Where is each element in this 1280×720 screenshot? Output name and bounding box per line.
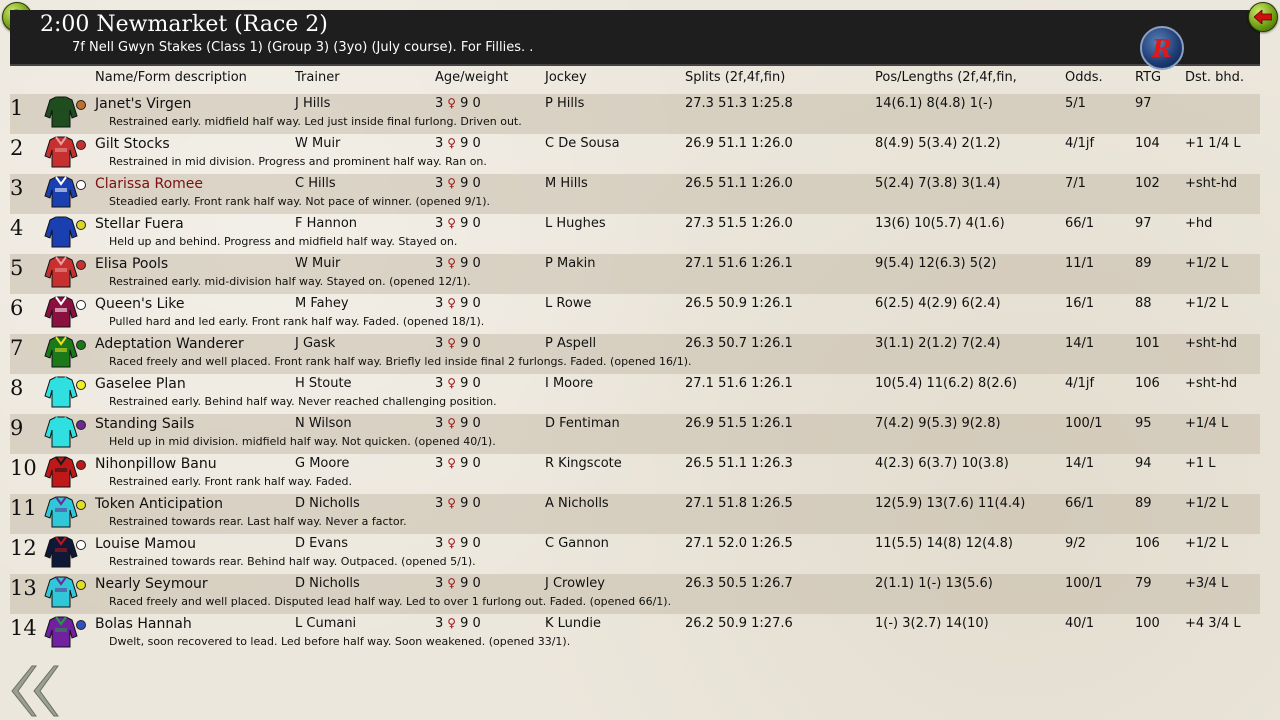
column-headers xyxy=(0,70,1280,90)
rating-value: 106 xyxy=(1135,536,1160,551)
filly-sex-icon: ♀ xyxy=(447,336,457,350)
distance-behind: +1/4 L xyxy=(1185,416,1229,431)
table-row[interactable] xyxy=(10,614,1260,654)
filly-sex-icon: ♀ xyxy=(447,96,457,110)
jockey-cap-icon xyxy=(76,220,86,230)
odds-value: 14/1 xyxy=(1065,456,1095,471)
finish-position: 10 xyxy=(10,456,37,480)
jockey-silks-icon xyxy=(44,176,78,208)
split-times: 26.3 50.5 1:26.7 xyxy=(685,576,793,591)
race-header xyxy=(10,10,1260,66)
jockey-silks-icon xyxy=(44,256,78,288)
jockey-cap-icon xyxy=(76,540,86,550)
horse-age: 3 xyxy=(435,136,444,151)
form-description: Restrained early. Front rank half way. Faded. xyxy=(109,475,353,488)
horse-age: 3 xyxy=(435,416,444,431)
position-lengths: 11(5.5) 14(8) 12(4.8) xyxy=(875,536,1013,551)
jockey-silks-icon xyxy=(44,96,78,128)
distance-behind: +hd xyxy=(1185,216,1213,231)
rating-value: 89 xyxy=(1135,496,1152,511)
table-row[interactable] xyxy=(10,94,1260,134)
form-description: Dwelt, soon recovered to lead. Led before half way. Soon weakened. (opened 33/1). xyxy=(109,635,571,648)
horse-weight: 9 0 xyxy=(460,496,481,511)
horse-name[interactable]: Nihonpillow Banu xyxy=(95,456,217,472)
rating-value: 89 xyxy=(1135,256,1152,271)
table-row[interactable] xyxy=(10,214,1260,254)
odds-value: 100/1 xyxy=(1065,576,1103,591)
horse-name[interactable]: Gaselee Plan xyxy=(95,376,186,392)
jockey-name[interactable]: M Hills xyxy=(545,176,588,191)
form-description: Steadied early. Front rank half way. Not pace of winner. (opened 9/1). xyxy=(109,195,490,208)
split-times: 26.9 51.5 1:26.1 xyxy=(685,416,793,431)
filly-sex-icon: ♀ xyxy=(447,136,457,150)
trainer-name[interactable]: L Cumani xyxy=(295,616,357,631)
table-row[interactable] xyxy=(10,254,1260,294)
jockey-silks-icon xyxy=(44,416,78,448)
horse-weight: 9 0 xyxy=(460,296,481,311)
jockey-name[interactable]: C De Sousa xyxy=(545,136,620,151)
finish-position: 13 xyxy=(10,576,37,600)
jockey-name[interactable]: K Lundie xyxy=(545,616,602,631)
col-rtg: RTG xyxy=(1135,70,1162,85)
position-lengths: 6(2.5) 4(2.9) 6(2.4) xyxy=(875,296,1001,311)
form-description: Restrained early. Behind half way. Never reached challenging position. xyxy=(109,395,497,408)
col-trainer: Trainer xyxy=(295,70,340,85)
horse-name[interactable]: Gilt Stocks xyxy=(95,136,170,152)
jockey-name[interactable]: J Crowley xyxy=(545,576,605,591)
odds-value: 9/2 xyxy=(1065,536,1086,551)
table-row[interactable] xyxy=(10,494,1260,534)
jockey-name[interactable]: L Hughes xyxy=(545,216,606,231)
position-lengths: 10(5.4) 11(6.2) 8(2.6) xyxy=(875,376,1018,391)
back-arrow-button[interactable] xyxy=(1248,2,1278,32)
finish-position: 11 xyxy=(10,496,37,520)
horse-name[interactable]: Clarissa Romee xyxy=(95,176,204,192)
age-weight xyxy=(435,96,481,111)
position-lengths: 12(5.9) 13(7.6) 11(4.4) xyxy=(875,496,1026,511)
horse-age: 3 xyxy=(435,536,444,551)
horse-name[interactable]: Bolas Hannah xyxy=(95,616,192,632)
rating-value: 79 xyxy=(1135,576,1152,591)
age-weight xyxy=(435,456,481,471)
jockey-silks-icon xyxy=(44,456,78,488)
horse-age: 3 xyxy=(435,616,444,631)
horse-age: 3 xyxy=(435,456,444,471)
filly-sex-icon: ♀ xyxy=(447,416,457,430)
split-times: 27.1 51.6 1:26.1 xyxy=(685,376,793,391)
left-arrow-icon xyxy=(1254,10,1272,24)
jockey-cap-icon xyxy=(76,620,86,630)
odds-value: 66/1 xyxy=(1065,216,1095,231)
finish-position: 8 xyxy=(10,376,24,400)
distance-behind: +1/2 L xyxy=(1185,496,1229,511)
position-lengths: 8(4.9) 5(3.4) 2(1.2) xyxy=(875,136,1001,151)
trainer-name[interactable]: J Gask xyxy=(295,336,336,351)
horse-weight: 9 0 xyxy=(460,176,481,191)
position-lengths: 7(4.2) 9(5.3) 9(2.8) xyxy=(875,416,1001,431)
jockey-cap-icon xyxy=(76,420,86,430)
odds-value: 11/1 xyxy=(1065,256,1095,271)
distance-behind: +sht-hd xyxy=(1185,376,1238,391)
age-weight xyxy=(435,496,481,511)
jockey-name[interactable]: P Hills xyxy=(545,96,585,111)
trainer-name[interactable]: C Hills xyxy=(295,176,336,191)
trainer-name[interactable]: D Nicholls xyxy=(295,496,360,511)
position-lengths: 3(1.1) 2(1.2) 7(2.4) xyxy=(875,336,1001,351)
race-subtitle: 7f Nell Gwyn Stakes (Class 1) (Group 3) (3yo) (July course). For Fillies. . xyxy=(72,40,534,55)
split-times: 27.1 51.6 1:26.1 xyxy=(685,256,793,271)
rating-value: 102 xyxy=(1135,176,1160,191)
horse-name[interactable]: Elisa Pools xyxy=(95,256,169,272)
split-times: 27.1 52.0 1:26.5 xyxy=(685,536,793,551)
jockey-silks-icon xyxy=(44,216,78,248)
table-row[interactable] xyxy=(10,174,1260,214)
trainer-name[interactable]: G Moore xyxy=(295,456,350,471)
odds-value: 100/1 xyxy=(1065,416,1103,431)
position-lengths: 2(1.1) 1(-) 13(5.6) xyxy=(875,576,993,591)
r-logo-icon: R xyxy=(1152,33,1172,63)
trainer-name[interactable]: D Nicholls xyxy=(295,576,360,591)
jockey-silks-icon xyxy=(44,376,78,408)
trainer-name[interactable]: W Muir xyxy=(295,256,341,271)
odds-value: 14/1 xyxy=(1065,336,1095,351)
age-weight xyxy=(435,136,481,151)
table-row[interactable] xyxy=(10,134,1260,174)
col-pos-lengths: Pos/Lengths (2f,4f,fin, xyxy=(875,70,1017,85)
age-weight xyxy=(435,536,481,551)
form-description: Held up and behind. Progress and midfield half way. Stayed on. xyxy=(109,235,458,248)
position-lengths: 13(6) 10(5.7) 4(1.6) xyxy=(875,216,1005,231)
horse-age: 3 xyxy=(435,496,444,511)
rating-value: 94 xyxy=(1135,456,1152,471)
position-lengths: 1(-) 3(2.7) 14(10) xyxy=(875,616,989,631)
horse-name[interactable]: Queen's Like xyxy=(95,296,185,312)
filly-sex-icon: ♀ xyxy=(447,616,457,630)
jockey-silks-icon xyxy=(44,576,78,608)
filly-sex-icon: ♀ xyxy=(447,216,457,230)
jockey-cap-icon xyxy=(76,180,86,190)
col-name: Name/Form description xyxy=(95,70,247,85)
odds-value: 5/1 xyxy=(1065,96,1086,111)
split-times: 27.3 51.3 1:25.8 xyxy=(685,96,793,111)
age-weight xyxy=(435,216,481,231)
filly-sex-icon: ♀ xyxy=(447,256,457,270)
distance-behind: +3/4 L xyxy=(1185,576,1229,591)
age-weight xyxy=(435,576,481,591)
split-times: 26.5 51.1 1:26.0 xyxy=(685,176,793,191)
jockey-cap-icon xyxy=(76,580,86,590)
horse-age: 3 xyxy=(435,376,444,391)
odds-value: 40/1 xyxy=(1065,616,1095,631)
horse-name[interactable]: Nearly Seymour xyxy=(95,576,208,592)
jockey-cap-icon xyxy=(76,340,86,350)
split-times: 27.1 51.8 1:26.5 xyxy=(685,496,793,511)
finish-position: 4 xyxy=(10,216,24,240)
rating-value: 97 xyxy=(1135,96,1152,111)
distance-behind: +1 L xyxy=(1185,456,1216,471)
form-description: Raced freely and well placed. Disputed lead half way. Led to over 1 furlong out. Faded. (opened 66/1). xyxy=(109,595,672,608)
col-odds: Odds. xyxy=(1065,70,1103,85)
jockey-silks-icon xyxy=(44,136,78,168)
col-splits: Splits (2f,4f,fin) xyxy=(685,70,786,85)
split-times: 26.2 50.9 1:27.6 xyxy=(685,616,793,631)
form-description: Held up in mid division. midfield half way. Not quicken. (opened 40/1). xyxy=(109,435,496,448)
table-row[interactable] xyxy=(10,574,1260,614)
jockey-name[interactable]: R Kingscote xyxy=(545,456,622,471)
trainer-name[interactable]: J Hills xyxy=(295,96,331,111)
horse-age: 3 xyxy=(435,216,444,231)
odds-value: 16/1 xyxy=(1065,296,1095,311)
rating-value: 88 xyxy=(1135,296,1152,311)
finish-position: 9 xyxy=(10,416,24,440)
trainer-name[interactable]: F Hannon xyxy=(295,216,358,231)
split-times: 26.5 50.9 1:26.1 xyxy=(685,296,793,311)
filly-sex-icon: ♀ xyxy=(447,376,457,390)
split-times: 26.5 51.1 1:26.3 xyxy=(685,456,793,471)
age-weight xyxy=(435,616,481,631)
jockey-silks-icon xyxy=(44,616,78,648)
trainer-name[interactable]: N Wilson xyxy=(295,416,352,431)
table-row[interactable] xyxy=(10,374,1260,414)
jockey-name[interactable]: D Fentiman xyxy=(545,416,620,431)
col-age-weight: Age/weight xyxy=(435,70,509,85)
horse-weight: 9 0 xyxy=(460,136,481,151)
horse-age: 3 xyxy=(435,336,444,351)
form-description: Restrained early. midfield half way. Led just inside final furlong. Driven out. xyxy=(109,115,522,128)
age-weight xyxy=(435,176,481,191)
form-description: Restrained towards rear. Behind half way. Outpaced. (opened 5/1). xyxy=(109,555,476,568)
rating-value: 97 xyxy=(1135,216,1152,231)
horse-name[interactable]: Standing Sails xyxy=(95,416,195,432)
rating-value: 104 xyxy=(1135,136,1160,151)
form-description: Pulled hard and led early. Front rank half way. Faded. (opened 18/1). xyxy=(109,315,485,328)
rating-value: 106 xyxy=(1135,376,1160,391)
jockey-cap-icon xyxy=(76,460,86,470)
jockey-name[interactable]: C Gannon xyxy=(545,536,609,551)
horse-name[interactable]: Token Anticipation xyxy=(95,496,223,512)
finish-position: 14 xyxy=(10,616,37,640)
distance-behind: +sht-hd xyxy=(1185,336,1238,351)
horse-weight: 9 0 xyxy=(460,96,481,111)
position-lengths: 14(6.1) 8(4.8) 1(-) xyxy=(875,96,993,111)
jockey-silks-icon xyxy=(44,496,78,528)
jockey-cap-icon xyxy=(76,140,86,150)
distance-behind: +1/2 L xyxy=(1185,296,1229,311)
horse-age: 3 xyxy=(435,576,444,591)
finish-position: 3 xyxy=(10,176,24,200)
form-description: Raced freely and well placed. Front rank half way. Briefly led inside final 2 furlongs. Faded. (opened 16/1). xyxy=(109,355,692,368)
rating-value: 95 xyxy=(1135,416,1152,431)
filly-sex-icon: ♀ xyxy=(447,496,457,510)
filly-sex-icon: ♀ xyxy=(447,536,457,550)
horse-name[interactable]: Janet's Virgen xyxy=(95,96,192,112)
horse-weight: 9 0 xyxy=(460,376,481,391)
table-row[interactable] xyxy=(10,294,1260,334)
table-row[interactable] xyxy=(10,534,1260,574)
form-description: Restrained towards rear. Last half way. Never a factor. xyxy=(109,515,407,528)
distance-behind: +4 3/4 L xyxy=(1185,616,1241,631)
finish-position: 1 xyxy=(10,96,24,120)
horse-weight: 9 0 xyxy=(460,576,481,591)
age-weight xyxy=(435,376,481,391)
split-times: 26.9 51.1 1:26.0 xyxy=(685,136,793,151)
finish-position: 2 xyxy=(10,136,24,160)
form-description: Restrained early. mid-division half way. Stayed on. (opened 12/1). xyxy=(109,275,471,288)
jockey-name[interactable]: P Aspell xyxy=(545,336,597,351)
jockey-name[interactable]: I Moore xyxy=(545,376,594,391)
filly-sex-icon: ♀ xyxy=(447,456,457,470)
jockey-silks-icon xyxy=(44,336,78,368)
split-times: 27.3 51.5 1:26.0 xyxy=(685,216,793,231)
results-table xyxy=(10,94,1260,654)
finish-position: 6 xyxy=(10,296,24,320)
horse-name[interactable]: Adeptation Wanderer xyxy=(95,336,244,352)
odds-value: 7/1 xyxy=(1065,176,1086,191)
jockey-silks-icon xyxy=(44,296,78,328)
odds-value: 4/1jf xyxy=(1065,136,1095,151)
jockey-name[interactable]: P Makin xyxy=(545,256,596,271)
horse-weight: 9 0 xyxy=(460,536,481,551)
odds-value: 4/1jf xyxy=(1065,376,1095,391)
distance-behind: +1/2 L xyxy=(1185,536,1229,551)
horse-name[interactable]: Louise Mamou xyxy=(95,536,196,552)
finish-position: 7 xyxy=(10,336,24,360)
horse-name[interactable]: Stellar Fuera xyxy=(95,216,184,232)
horse-weight: 9 0 xyxy=(460,336,481,351)
game-logo-button[interactable] xyxy=(1140,26,1184,70)
previous-page-icon[interactable] xyxy=(8,664,62,718)
horse-age: 3 xyxy=(435,296,444,311)
jockey-cap-icon xyxy=(76,380,86,390)
horse-age: 3 xyxy=(435,96,444,111)
filly-sex-icon: ♀ xyxy=(447,576,457,590)
jockey-silks-icon xyxy=(44,536,78,568)
horse-weight: 9 0 xyxy=(460,416,481,431)
odds-value: 66/1 xyxy=(1065,496,1095,511)
jockey-cap-icon xyxy=(76,500,86,510)
trainer-name[interactable]: M Fahey xyxy=(295,296,349,311)
table-row[interactable] xyxy=(10,414,1260,454)
position-lengths: 4(2.3) 6(3.7) 10(3.8) xyxy=(875,456,1009,471)
age-weight xyxy=(435,256,481,271)
col-dst: Dst. bhd. xyxy=(1185,70,1245,85)
horse-weight: 9 0 xyxy=(460,616,481,631)
horse-weight: 9 0 xyxy=(460,216,481,231)
col-jockey: Jockey xyxy=(545,70,587,85)
horse-weight: 9 0 xyxy=(460,256,481,271)
age-weight xyxy=(435,336,481,351)
distance-behind: +1/2 L xyxy=(1185,256,1229,271)
age-weight xyxy=(435,416,481,431)
jockey-name[interactable]: A Nicholls xyxy=(545,496,609,511)
horse-weight: 9 0 xyxy=(460,456,481,471)
split-times: 26.3 50.7 1:26.1 xyxy=(685,336,793,351)
position-lengths: 9(5.4) 12(6.3) 5(2) xyxy=(875,256,997,271)
horse-age: 3 xyxy=(435,256,444,271)
age-weight xyxy=(435,296,481,311)
rating-value: 100 xyxy=(1135,616,1160,631)
page-title: 2:00 Newmarket (Race 2) xyxy=(40,12,328,37)
trainer-name[interactable]: H Stoute xyxy=(295,376,352,391)
table-row[interactable] xyxy=(10,334,1260,374)
finish-position: 12 xyxy=(10,536,37,560)
finish-position: 5 xyxy=(10,256,24,280)
trainer-name[interactable]: D Evans xyxy=(295,536,349,551)
rating-value: 101 xyxy=(1135,336,1160,351)
horse-age: 3 xyxy=(435,176,444,191)
distance-behind: +sht-hd xyxy=(1185,176,1238,191)
filly-sex-icon: ♀ xyxy=(447,176,457,190)
form-description: Restrained in mid division. Progress and prominent half way. Ran on. xyxy=(109,155,487,168)
jockey-cap-icon xyxy=(76,300,86,310)
trainer-name[interactable]: W Muir xyxy=(295,136,341,151)
distance-behind: +1 1/4 L xyxy=(1185,136,1241,151)
position-lengths: 5(2.4) 7(3.8) 3(1.4) xyxy=(875,176,1001,191)
jockey-name[interactable]: L Rowe xyxy=(545,296,592,311)
table-row[interactable] xyxy=(10,454,1260,494)
jockey-cap-icon xyxy=(76,100,86,110)
filly-sex-icon: ♀ xyxy=(447,296,457,310)
jockey-cap-icon xyxy=(76,260,86,270)
